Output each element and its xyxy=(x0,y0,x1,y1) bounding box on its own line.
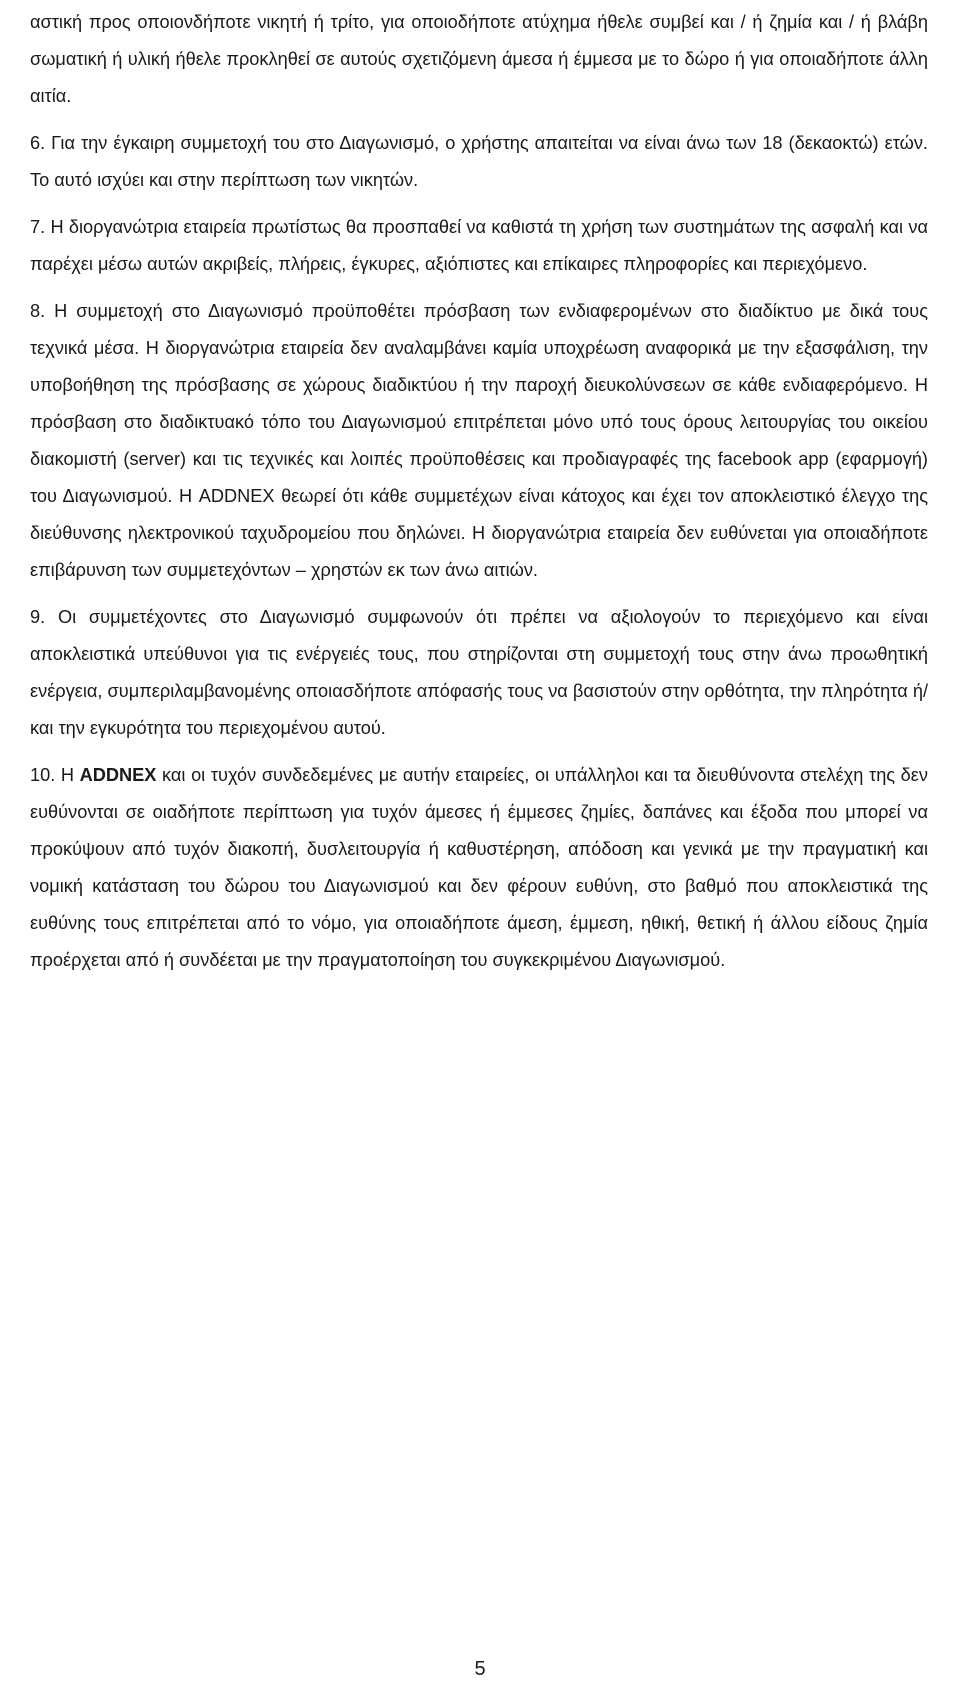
paragraph-term-10-prefix: 10. Η xyxy=(30,765,80,785)
paragraph-term-10 xyxy=(30,757,928,979)
paragraph-term-10-text: και οι τυχόν συνδεδεμένες με αυτήν εταιρείες, οι υπάλληλοι και τα διευθύνοντα στελέχη της δεν ευθύνονται σε οιαδήποτε περίπτωση για τυχόν άμεσες ή έμμεσες ζημίες, δαπάνες και έξοδα που μπορεί να προκύψουν από τυχόν διακοπή, δυσλειτουργία ή καθυστέρηση, απόδοση και γενικά με την πραγματική και νομική κατάσταση του δώρου του Διαγωνισμού και δεν φέρουν ευθύνη, στο βαθμό που αποκλειστικά της ευθύνης τους επιτρέπεται από το νόμο, για οποιαδήποτε άμεση, έμμεση, ηθική, θετική ή άλλου είδους ζημία προέρχεται από ή συνδέεται με την πραγματοποίηση του συγκεκριμένου Διαγωνισμού. xyxy=(30,765,928,970)
paragraph-spacer xyxy=(30,747,928,757)
paragraph-term-9: 9. Οι συμμετέχοντες στο Διαγωνισμό συμφωνούν ότι πρέπει να αξιολογούν το περιεχόμενο και είναι αποκλειστικά υπεύθυνοι για τις ενέργειές τους, που στηρίζονται στη συμμετοχή τους στην άνω προωθητική ενέργεια, συμπεριλαμβανομένης οποιασδήποτε απόφασής τους να βασιστούν στην ορθότητα, την πληρότητα ή/ και την εγκυρότητα του περιεχομένου αυτού. xyxy=(30,607,928,738)
paragraph-liability-continued: αστική προς οποιονδήποτε νικητή ή τρίτο, για οποιοδήποτε ατύχημα ήθελε συμβεί και / ή ζημία και / ή βλάβη σωματική ή υλική ήθελε προκληθεί σε αυτούς σχετιζόμενη άμεσα ή έμμεσα με το δώρο ή για οποιαδήποτε άλλη αιτία. xyxy=(30,12,928,106)
company-name-bold: ADDNEX xyxy=(79,765,157,785)
paragraph-spacer xyxy=(30,199,928,209)
paragraph-term-6: 6. Για την έγκαιρη συμμετοχή του στο Διαγωνισμό, ο χρήστης απαιτείται να είναι άνω των 18 (δεκαοκτώ) ετών. Το αυτό ισχύει και στην περίπτωση των νικητών. xyxy=(30,133,928,190)
paragraph-term-8: 8. Η συμμετοχή στο Διαγωνισμό προϋποθέτει πρόσβαση των ενδιαφερομένων στο διαδίκτυο με δικά τους τεχνικά μέσα. Η διοργανώτρια εταιρεία δεν αναλαμβάνει καμία υποχρέωση αναφορικά με την εξασφάλιση, την υποβοήθηση της πρόσβασης σε χώρους διαδικτύου ή την παροχή διευκολύνσεων σε κάθε ενδιαφερόμενο. Η πρόσβαση στο διαδικτυακό τόπο του Διαγωνισμού επιτρέπεται μόνο υπό τους όρους λειτουργίας του οικείου διακομιστή (server) και τις τεχνικές και λοιπές προϋποθέσεις και προδιαγραφές της facebook app (εφαρμογή) του Διαγωνισμού. Η ADDNEX θεωρεί ότι κάθε συμμετέχων είναι κάτοχος και έχει τον αποκλειστικό έλεγχο της διεύθυνσης ηλεκτρονικού ταχυδρομείου που δηλώνει. Η διοργανώτρια εταιρεία δεν ευθύνεται για οποιαδήποτε επιβάρυνση των συμμετεχόντων – χρηστών εκ των άνω αιτιών. xyxy=(30,301,928,580)
document-body xyxy=(30,4,928,979)
paragraph-term-7: 7. Η διοργανώτρια εταιρεία πρωτίστως θα προσπαθεί να καθιστά τη χρήση των συστημάτων της ασφαλή και να παρέχει μέσω αυτών ακριβείς, πλήρεις, έγκυρες, αξιόπιστες και επίκαιρες πληροφορίες και περιεχόμενο. xyxy=(30,217,928,274)
paragraph-spacer xyxy=(30,283,928,293)
page-number: 5 xyxy=(474,1658,486,1680)
paragraph-spacer xyxy=(30,115,928,125)
paragraph-spacer xyxy=(30,589,928,599)
